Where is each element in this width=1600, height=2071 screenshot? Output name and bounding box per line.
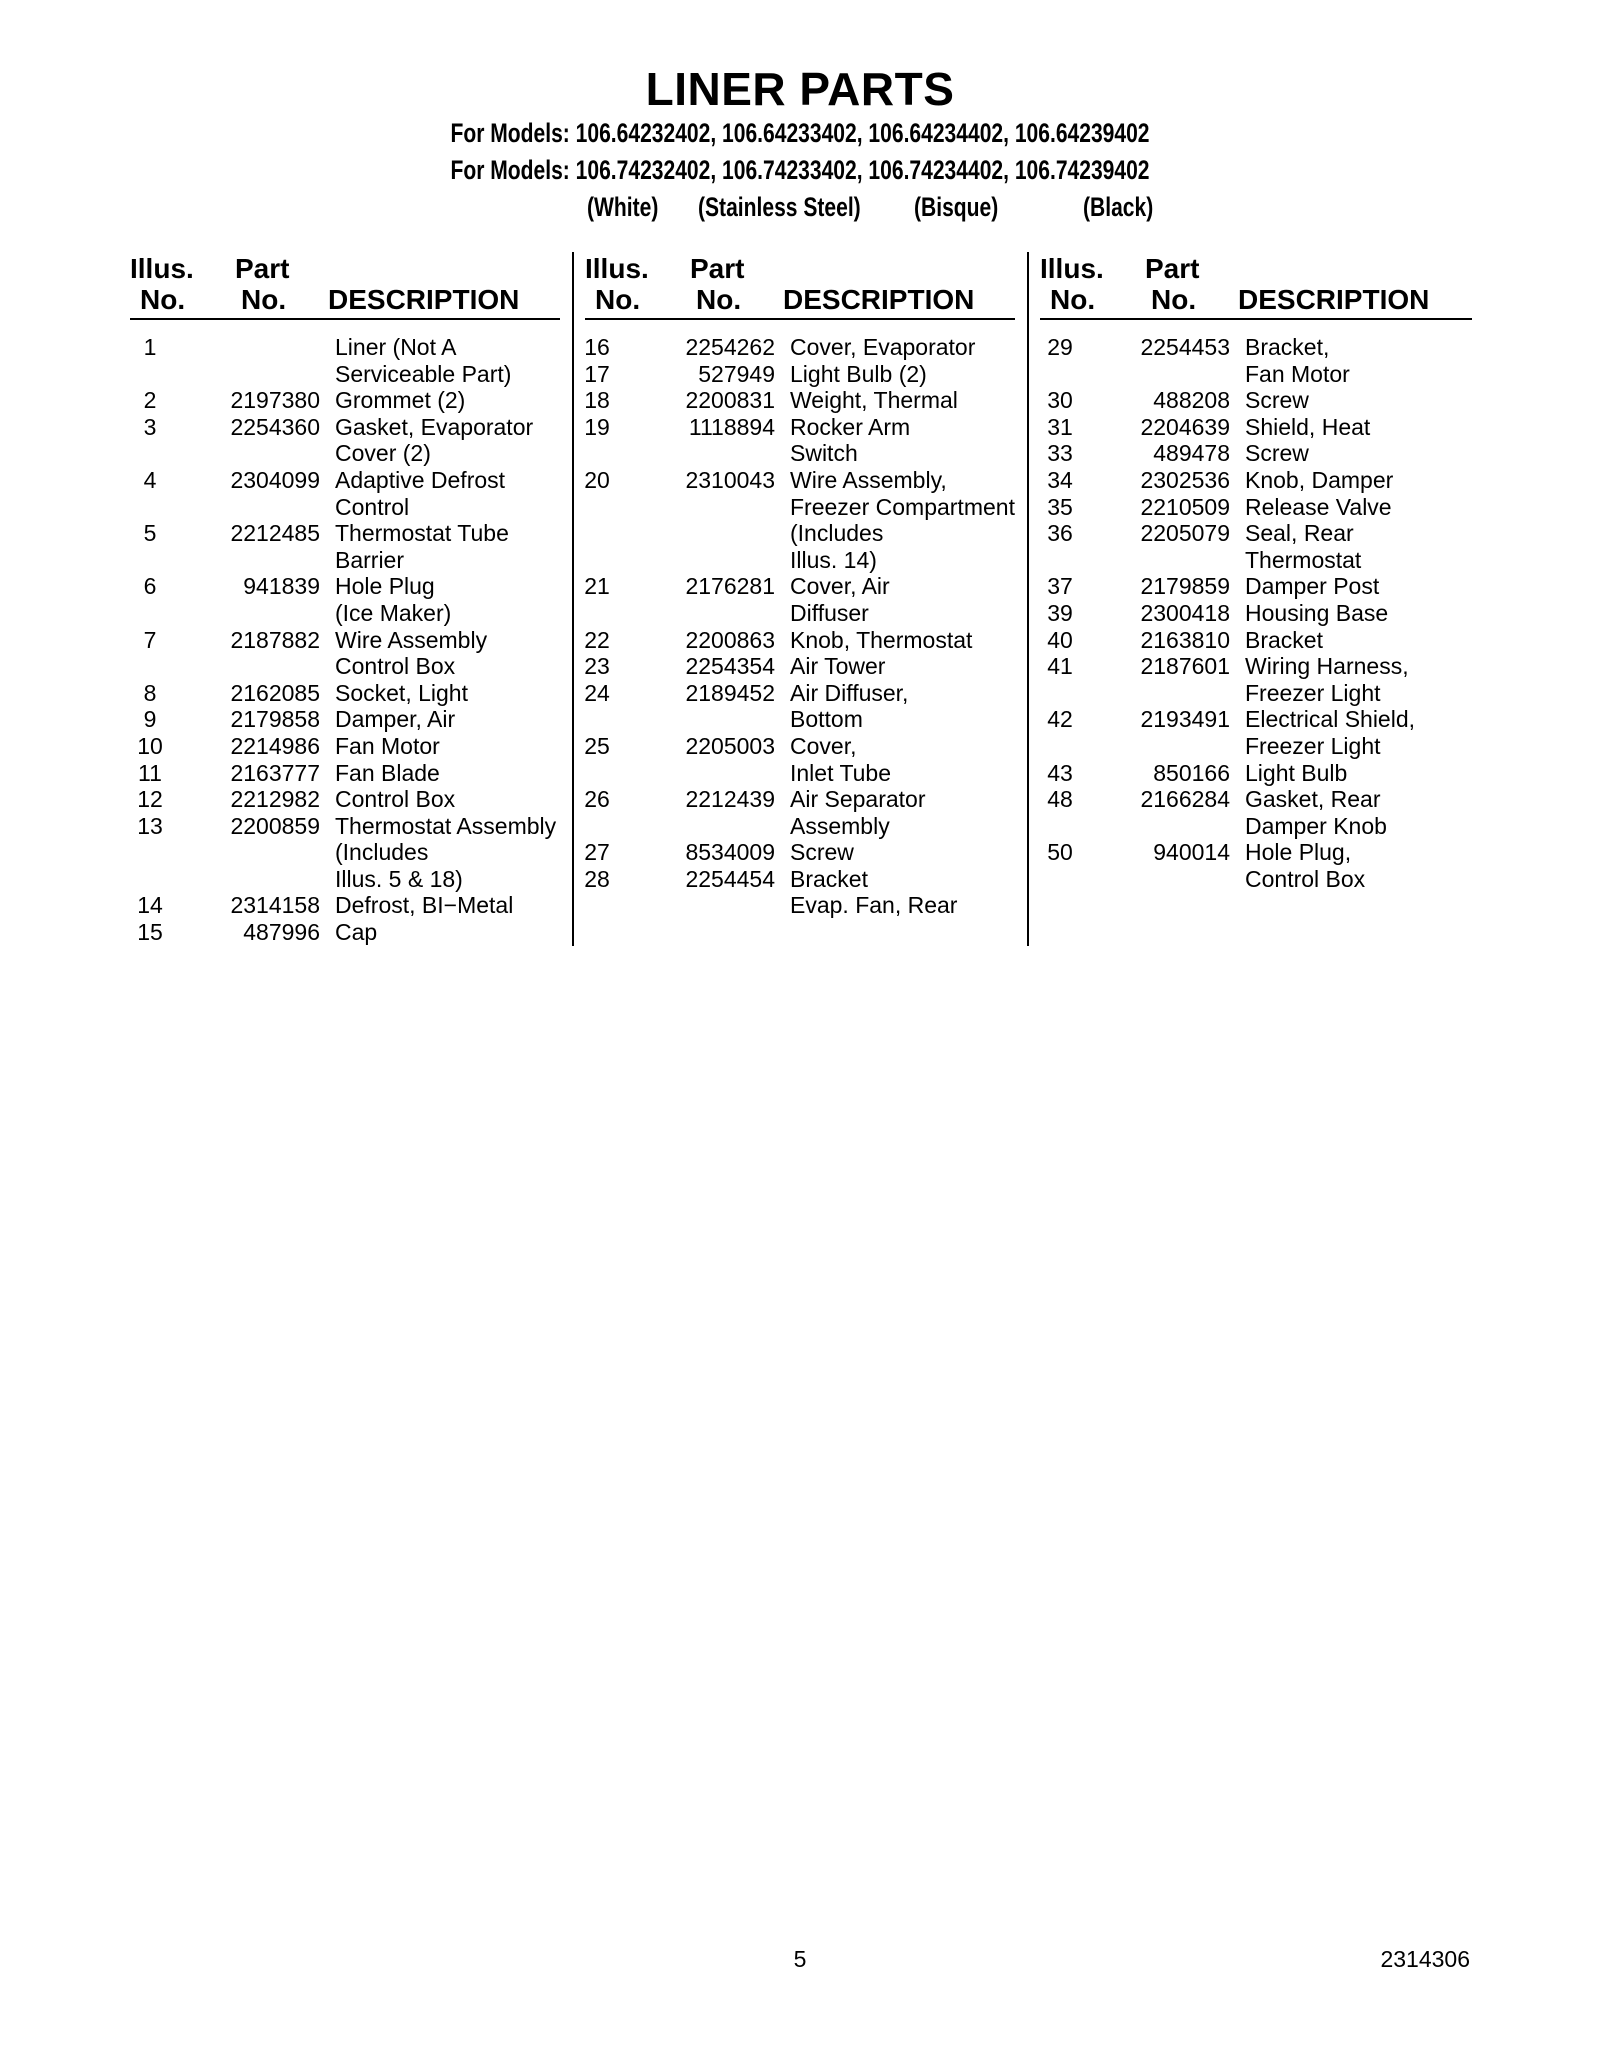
header-part: Part	[235, 253, 290, 284]
part-number: 487996	[243, 919, 320, 946]
illus-number: 8	[143, 679, 157, 706]
part-description: Hole Plug, Control Box	[1245, 839, 1366, 892]
illus-number: 14	[137, 892, 163, 919]
part-row	[585, 866, 1015, 919]
part-number: 2179858	[230, 706, 320, 733]
part-row	[1040, 706, 1470, 759]
header-illus: Illus.	[1040, 253, 1104, 284]
illus-number: 11	[138, 759, 162, 786]
part-row	[1040, 440, 1470, 467]
part-description: Air Diffuser, Bottom	[790, 679, 909, 733]
illus-number: 39	[1047, 599, 1073, 626]
part-description: Defrost, BI−Metal	[335, 892, 514, 919]
parts-list	[585, 334, 1015, 919]
part-number: 8534009	[685, 839, 775, 866]
part-number: 2189452	[685, 679, 775, 706]
part-row	[585, 334, 1015, 361]
part-number: 2212982	[230, 786, 320, 813]
part-row	[130, 892, 560, 919]
part-row	[585, 627, 1015, 654]
part-description: Screw	[790, 839, 854, 866]
part-row	[1040, 494, 1470, 521]
part-row	[130, 520, 560, 573]
part-number: 850166	[1153, 759, 1230, 786]
illus-number: 23	[584, 653, 610, 680]
illus-number: 36	[1047, 520, 1073, 547]
variant-black: (Black)	[1083, 192, 1154, 222]
header-illus-no: No.	[140, 284, 186, 315]
illus-number: 17	[584, 360, 610, 387]
header-illus-no: No.	[595, 284, 641, 315]
illus-number: 30	[1047, 387, 1073, 414]
part-number: 941839	[243, 573, 320, 600]
part-number: 2254454	[685, 865, 775, 892]
part-description: Cover, Evaporator	[790, 334, 976, 360]
page-number: 5	[793, 1946, 807, 1972]
illus-number: 24	[584, 679, 610, 706]
part-row	[585, 467, 1015, 573]
part-description: Seal, Rear Thermostat	[1245, 520, 1362, 573]
part-description: Thermostat Tube Barrier	[335, 520, 509, 573]
part-description: Shield, Heat	[1245, 413, 1371, 440]
header-part-no: No.	[696, 284, 742, 315]
part-row	[130, 786, 560, 813]
part-number: 488208	[1153, 387, 1230, 414]
part-description: Control Box	[335, 786, 456, 813]
illus-number: 16	[584, 334, 610, 360]
variant-white: (White)	[587, 192, 659, 222]
part-description: Grommet (2)	[335, 387, 466, 414]
part-row	[585, 573, 1015, 626]
header-part: Part	[690, 253, 745, 284]
part-row	[130, 387, 560, 414]
illus-number: 50	[1047, 839, 1073, 866]
part-row	[130, 573, 560, 626]
illus-number: 13	[137, 812, 163, 839]
part-description: Release Valve	[1245, 493, 1392, 520]
part-row	[1040, 414, 1470, 441]
part-number: 1118894	[688, 413, 775, 440]
part-description: Wire Assembly, Freezer Compartment (Includes Illus. 14)	[790, 466, 1015, 573]
illus-number: 19	[584, 413, 610, 440]
header-part-no: No.	[241, 284, 287, 315]
illus-number: 28	[584, 865, 610, 892]
part-number: 489478	[1153, 440, 1230, 467]
illus-number: 40	[1047, 626, 1073, 653]
parts-list	[1040, 334, 1470, 892]
part-description: Bracket, Fan Motor	[1245, 334, 1350, 387]
part-description: Wire Assembly Control Box	[335, 626, 488, 680]
part-number: 2304099	[230, 466, 320, 493]
part-row	[585, 361, 1015, 388]
part-row	[130, 813, 560, 893]
illus-number: 42	[1047, 706, 1073, 733]
illus-number: 18	[584, 387, 610, 414]
part-description: Cap	[335, 919, 378, 946]
illus-number: 29	[1047, 334, 1073, 360]
illus-number: 20	[584, 466, 610, 493]
header-description: DESCRIPTION	[1238, 284, 1430, 315]
part-number: 2254262	[685, 334, 775, 360]
part-number: 2200863	[685, 626, 775, 653]
models-line-1: For Models: 106.64232402, 106.64233402, 106.64234402, 106.64239402	[450, 118, 1150, 148]
part-row	[1040, 786, 1470, 839]
part-number: 2163810	[1140, 626, 1230, 653]
header-illus: Illus.	[130, 253, 194, 284]
part-description: Gasket, Rear Damper Knob	[1245, 786, 1387, 839]
part-row	[130, 919, 560, 946]
part-row	[585, 387, 1015, 414]
models-line-2: For Models: 106.74232402, 106.74233402, 106.74234402, 106.74239402	[450, 155, 1150, 185]
header-description: DESCRIPTION	[328, 284, 520, 315]
color-variants	[0, 192, 1600, 226]
illus-number: 7	[143, 626, 157, 653]
part-row	[1040, 573, 1470, 600]
variant-bisque: (Bisque)	[914, 192, 999, 222]
illus-number: 10	[137, 732, 163, 759]
column-divider	[1027, 252, 1029, 946]
part-description: Knob, Damper	[1245, 466, 1394, 493]
part-number: 527949	[698, 360, 775, 387]
part-row	[1040, 520, 1470, 573]
parts-column-3	[1040, 252, 1470, 892]
part-row	[585, 786, 1015, 839]
part-row	[1040, 334, 1470, 387]
illus-number: 12	[137, 786, 163, 813]
illus-number: 34	[1047, 466, 1073, 493]
part-number: 2212439	[685, 786, 775, 813]
part-description: Bracket	[1245, 626, 1323, 653]
part-description: Light Bulb (2)	[790, 360, 927, 387]
part-number: 2187882	[230, 626, 320, 653]
illus-number: 48	[1047, 786, 1073, 813]
header-illus: Illus.	[585, 253, 649, 284]
part-description: Socket, Light	[335, 679, 468, 706]
part-number: 2210509	[1140, 493, 1230, 520]
part-number: 2254453	[1140, 334, 1230, 360]
part-description: Adaptive Defrost Control	[335, 466, 506, 520]
part-description: Thermostat Assembly (Includes Illus. 5 & 18)	[335, 812, 557, 892]
illus-number: 26	[584, 786, 610, 813]
part-row	[1040, 760, 1470, 787]
illus-number: 37	[1047, 573, 1073, 600]
header-description: DESCRIPTION	[783, 284, 975, 315]
part-row	[585, 414, 1015, 467]
part-description: Bracket Evap. Fan, Rear	[790, 865, 958, 919]
illus-number: 22	[584, 626, 610, 653]
part-number: 2187601	[1140, 653, 1230, 680]
part-description: Liner (Not A Serviceable Part)	[335, 334, 512, 387]
part-number: 2254360	[230, 413, 320, 440]
parts-list	[130, 334, 560, 946]
part-description: Air Tower	[790, 653, 886, 680]
part-number: 2212485	[230, 520, 320, 547]
part-description: Electrical Shield, Freezer Light	[1245, 706, 1416, 759]
part-number: 2176281	[685, 573, 775, 600]
part-description: Screw	[1245, 387, 1309, 414]
part-row	[1040, 839, 1470, 892]
part-row	[130, 414, 560, 467]
column-header	[585, 252, 1015, 320]
part-number: 2254354	[685, 653, 775, 680]
illus-number: 41	[1047, 653, 1073, 680]
part-description: Air Separator Assembly	[790, 786, 926, 839]
part-row	[585, 680, 1015, 733]
part-number: 2200831	[685, 387, 775, 414]
header-part: Part	[1145, 253, 1200, 284]
part-description: Rocker Arm Switch	[790, 413, 911, 467]
part-row	[130, 680, 560, 707]
part-number: 2200859	[230, 812, 320, 839]
part-row	[1040, 600, 1470, 627]
part-description: Damper, Air	[335, 706, 456, 733]
part-row	[130, 627, 560, 680]
part-number: 2314158	[230, 892, 320, 919]
part-description: Fan Blade	[335, 759, 440, 786]
page-title: LINER PARTS	[645, 63, 955, 115]
illus-number: 35	[1047, 493, 1073, 520]
part-number: 2162085	[230, 679, 320, 706]
part-number: 2310043	[685, 466, 775, 493]
part-row	[130, 467, 560, 520]
illus-number: 3	[143, 413, 157, 440]
column-header	[1040, 252, 1472, 320]
illus-number: 27	[584, 839, 610, 866]
part-number: 2214986	[230, 732, 320, 759]
part-description: Cover, Air Diffuser	[790, 573, 890, 626]
part-description: Cover, Inlet Tube	[790, 732, 892, 786]
part-row	[130, 760, 560, 787]
part-number: 2300418	[1140, 599, 1230, 626]
illus-number: 33	[1047, 440, 1073, 467]
part-description: Housing Base	[1245, 599, 1389, 626]
part-number: 2302536	[1140, 466, 1230, 493]
part-number: 2179859	[1140, 573, 1230, 600]
illus-number: 31	[1047, 413, 1073, 440]
part-row	[1040, 467, 1470, 494]
part-number: 2166284	[1140, 786, 1230, 813]
part-row	[1040, 653, 1470, 706]
part-number: 2193491	[1140, 706, 1230, 733]
illus-number: 25	[584, 732, 610, 759]
part-row	[585, 733, 1015, 786]
part-row	[130, 706, 560, 733]
variant-stainless-steel: (Stainless Steel)	[698, 192, 861, 222]
parts-column-1	[130, 252, 560, 946]
document-number: 2314306	[1380, 1946, 1470, 1972]
part-description: Knob, Thermostat	[790, 626, 973, 653]
part-row	[585, 653, 1015, 680]
part-number: 2205003	[685, 732, 775, 759]
part-number: 2205079	[1140, 520, 1230, 547]
part-row	[1040, 627, 1470, 654]
part-row	[130, 334, 560, 387]
part-row	[585, 839, 1015, 866]
header-illus-no: No.	[1050, 284, 1096, 315]
part-description: Light Bulb	[1245, 759, 1348, 786]
illus-number: 43	[1047, 759, 1073, 786]
part-number: 2197380	[230, 387, 320, 414]
illus-number: 1	[143, 334, 157, 360]
part-row	[1040, 387, 1470, 414]
illus-number: 21	[584, 573, 610, 600]
column-header	[130, 252, 560, 320]
illus-number: 15	[137, 919, 163, 946]
header-part-no: No.	[1151, 284, 1197, 315]
part-description: Hole Plug (Ice Maker)	[335, 573, 452, 626]
part-description: Gasket, Evaporator Cover (2)	[335, 413, 534, 467]
parts-column-2	[585, 252, 1015, 919]
part-number: 940014	[1153, 839, 1230, 866]
illus-number: 6	[143, 573, 157, 600]
illus-number: 2	[143, 387, 157, 414]
part-description: Damper Post	[1245, 573, 1380, 600]
part-description: Wiring Harness, Freezer Light	[1245, 653, 1409, 706]
part-description: Fan Motor	[335, 732, 440, 759]
illus-number: 4	[143, 466, 157, 493]
part-description: Weight, Thermal	[790, 387, 958, 414]
part-number: 2204639	[1140, 413, 1230, 440]
illus-number: 9	[143, 706, 157, 733]
column-divider	[572, 252, 574, 946]
part-number: 2163777	[230, 759, 320, 786]
part-row	[130, 733, 560, 760]
part-description: Screw	[1245, 440, 1309, 467]
illus-number: 5	[143, 520, 157, 547]
